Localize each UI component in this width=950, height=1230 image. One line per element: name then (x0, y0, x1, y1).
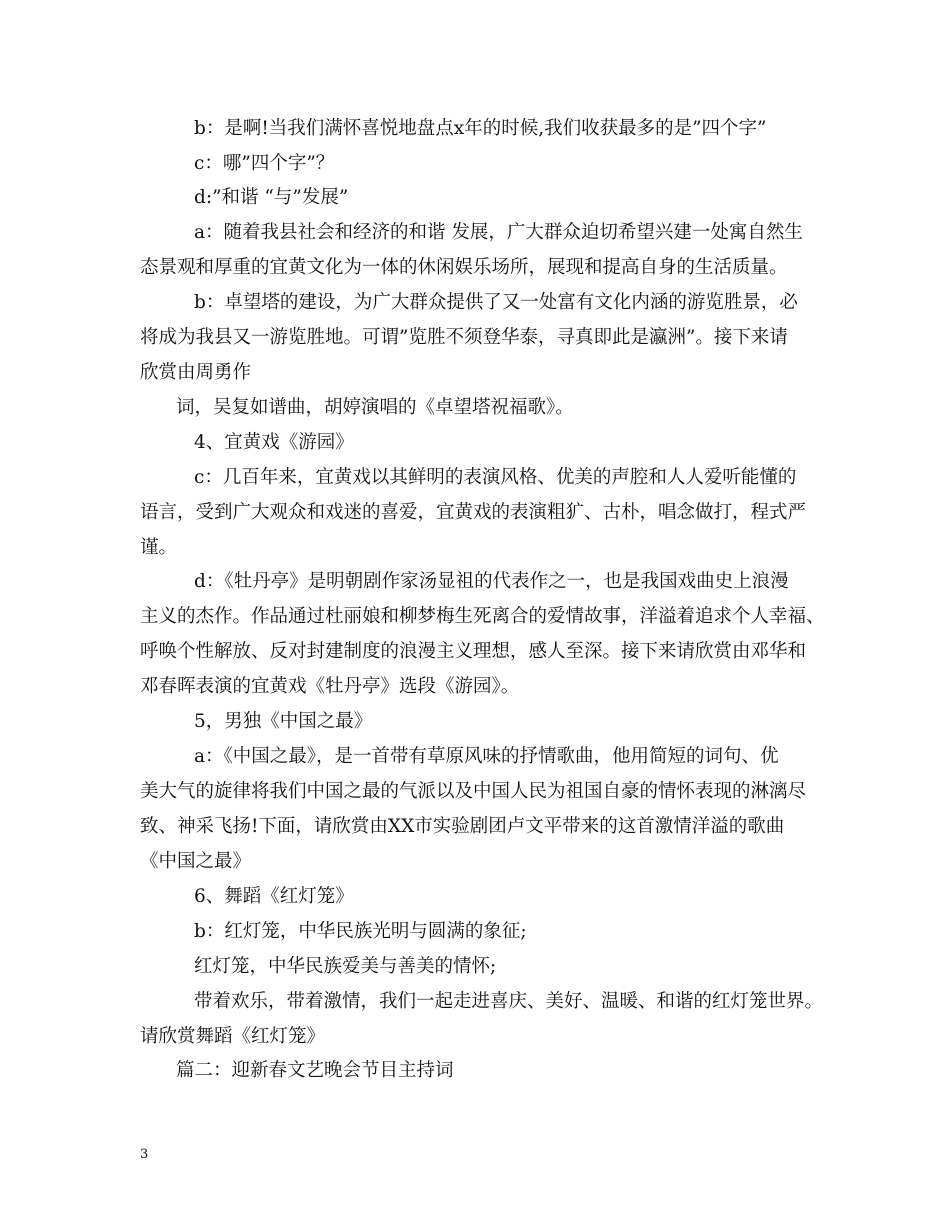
text-line: c：几百年来，宜黄戏以其鲜明的表演风格、优美的声腔和人人爱听能懂的 (194, 467, 797, 488)
text-line: 5，男独《中国之最》 (194, 711, 373, 732)
text-line: 邓春晖表演的宜黄戏《牡丹亭》选段《游园》。 (140, 676, 520, 697)
text-line: 《中国之最》 (140, 851, 252, 872)
text-line: 语言，受到广大观众和戏迷的喜爱，宜黄戏的表演粗犷、古朴，唱念做打，程式严 (140, 502, 807, 523)
text-line: 主义的杰作。作品通过杜丽娘和柳梦梅生死离合的爱情故事，洋溢着追求个人幸福、 (140, 606, 825, 627)
text-line: 美大气的旋律将我们中国之最的气派以及中国人民为祖国自豪的情怀表现的淋漓尽 (140, 781, 807, 802)
text-line: 请欣赏舞蹈《红灯笼》 (140, 1026, 326, 1047)
text-line: b：是啊!当我们满怀喜悦地盘点x年的时候,我们收获最多的是”四个字” (194, 118, 767, 139)
text-line: 词，吴复如谱曲，胡婷演唱的《卓望塔祝福歌》。 (176, 397, 574, 418)
text-line: c：哪”四个字”？ (194, 153, 335, 174)
text-line: d:”和谐 “与”发展” (194, 187, 349, 208)
section-heading: 篇二：迎新春文艺晚会节目主持词 (176, 1060, 454, 1081)
page-number: 3 (140, 1147, 149, 1162)
text-line: 红灯笼，中华民族爱美与善美的情怀; (194, 956, 497, 977)
text-line: 将成为我县又一游览胜地。可谓”览胜不须登华泰，寻真即此是瀛洲”。接下来请 (140, 327, 788, 348)
text-line: 6、舞蹈《红灯笼》 (194, 886, 354, 907)
text-line: 4、宜黄戏《游园》 (194, 432, 354, 453)
text-line: 欣赏由周勇作 (140, 362, 252, 383)
text-line: 谨。 (140, 537, 178, 558)
text-line: 态景观和厚重的宜黄文化为一体的休闲娱乐场所，展现和提高自身的生活质量。 (140, 257, 788, 278)
text-line: 致、神采飞扬!下面，请欣赏由XX市实验剧团卢文平带来的这首激情洋溢的歌曲 (140, 816, 785, 837)
text-line: 呼唤个性解放、反对封建制度的浪漫主义理想，感人至深。接下来请欣赏由邓华和 (140, 641, 807, 662)
text-line: b：卓望塔的建设，为广大群众提供了又一处富有文化内涵的游览胜景，必 (194, 292, 798, 313)
text-line: 带着欢乐，带着激情，我们一起走进喜庆、美好、温暖、和谐的红灯笼世界。 (194, 991, 824, 1012)
text-line: a：随着我县社会和经济的和谐 发展，广大群众迫切希望兴建一处寓自然生 (194, 222, 803, 243)
text-line: a：《中国之最》，是一首带有草原风味的抒情歌曲，他用简短的词句、优 (194, 746, 779, 767)
text-line: d：《牡丹亭》是明朝剧作家汤显祖的代表作之一，也是我国戏曲史上浪漫 (194, 571, 789, 592)
text-line: b：红灯笼，中华民族光明与圆满的象征; (194, 921, 527, 942)
